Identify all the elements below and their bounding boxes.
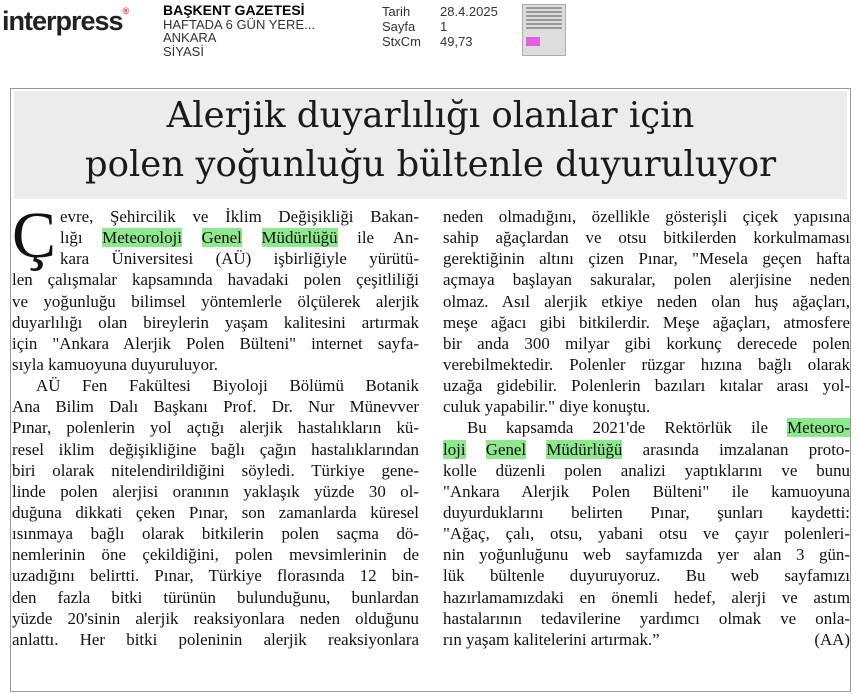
highlight: Müdürlüğü xyxy=(546,439,623,459)
text-line: lığı Meteoroloji Genel Müdürlüğü ile An- xyxy=(60,228,419,248)
interpress-logo: interpress® xyxy=(2,6,129,36)
clipping-header xyxy=(0,0,858,78)
publication-name: BAŞKENT GAZETESİ xyxy=(163,2,305,18)
text-line: uzağa gidebilir. Polenlerin bazıları kıtalar arası yol- xyxy=(443,376,850,396)
news-agency-source: (AA) xyxy=(814,629,850,649)
publication-frequency: HAFTADA 6 GÜN YERE... xyxy=(163,16,315,32)
text-line: duyarlılığı olan bireylerin yaşam kalitesini artırmak xyxy=(12,312,419,332)
text-line: kolle düzenli polen analizi yaptıklarını ve bunu xyxy=(443,460,850,480)
publication-info xyxy=(163,4,315,58)
text-line: evre, Şehircilik ve İklim Değişikliği Bakan- xyxy=(60,207,419,226)
highlight: Meteoroloji xyxy=(102,228,182,248)
text-line: "Ağaç, çalı, otsu, yabani otsu ve çayır polenleri- xyxy=(443,524,850,544)
highlight: Genel xyxy=(485,439,527,459)
text-line: kara Üniversitesi (AÜ) işbirliğiyle yürütü- xyxy=(60,249,419,269)
article-headline xyxy=(14,91,847,199)
text-line: resel iklim değişikliğine bağlı çağın hastalıklarından xyxy=(12,439,419,459)
text-line: loji Genel Müdürlüğü arasında imzalanan proto- xyxy=(443,439,850,459)
text-line: Pınar, polenlerin yol açtığı alerjik hastalıkların kü- xyxy=(12,418,419,438)
text-line: açmaya başlayan sakuralar, polen alerjisine neden xyxy=(443,270,850,290)
text-line: sıyla kamuoyuna duyuruluyor. xyxy=(12,354,218,374)
text-line: duyurduklarını belirten Pınar, şunları kaydetti: xyxy=(443,502,850,522)
text-line: lük bültenle duyuruyoruz. Bu web sayfamızı xyxy=(443,566,850,586)
text-line: nemlerinin öne çekildiğini, polen mevsimlerinin de xyxy=(12,545,419,565)
text-line: hazırlamamızdaki en önemli hedef, alerji ve astım xyxy=(443,587,850,607)
text-line: biri olarak nitelendirildiğini söyledi. Türkiye gene- xyxy=(12,460,419,480)
article-column-1 xyxy=(12,199,419,650)
text-line: neden olmadığını, özellikle gösterişli çiçek yapısına xyxy=(443,207,850,226)
text-line: olmaz. Asıl alerjik etkiye neden olan huş ağaçları, xyxy=(443,291,850,311)
publication-city: ANKARA xyxy=(163,30,217,45)
highlight: Genel xyxy=(201,228,242,248)
text-line: meşe ağacı gibi bitkilerdir. Meşe ağaçları, atmosfere xyxy=(443,312,850,332)
text-line: "Ankara Alerjik Polen Bülteni" ile kamuoyuna xyxy=(443,481,850,501)
text-line: linde polen alerjisi oranının yaklaşık yüzde 30 ol- xyxy=(12,481,419,501)
meta-date: Tarih 28.4.2025 xyxy=(382,4,498,19)
text-line: hastalarının tedavilerine yardımcı olmak ve onla- xyxy=(443,608,850,628)
text-line: den fazla bitki türünün bulunduğunu, bunlardan xyxy=(12,587,419,607)
drop-cap: Ç xyxy=(12,199,57,272)
text-line: AÜ Fen Fakültesi Biyoloji Bölümü Botanik xyxy=(36,376,419,396)
meta-page: Sayfa 1 xyxy=(382,19,448,34)
page-thumbnail[interactable] xyxy=(522,4,566,56)
text-line: duğuna dikkati çeken Pınar, son zamanlarda küresel xyxy=(12,502,419,522)
text-line: sahip ağaçlardan ve otsu bitkilerden korkulmaması xyxy=(443,228,850,248)
highlight: loji xyxy=(443,439,466,459)
text-line: bir anda 300 milyar gibi korkunç derecede polen xyxy=(443,333,850,353)
headline-line-2: polen yoğunluğu bültenle duyuruluyor xyxy=(84,144,777,185)
text-line: ısınmaya bağlı olarak bitkilerin polen saçma dö- xyxy=(12,524,419,544)
text-line: ve yoğunluğu bilimsel yöntemlerle ölçülerek alerjik xyxy=(12,291,419,311)
text-line: len çalışmalar kapsamında havadaki polen çeşitliliği xyxy=(12,270,419,290)
meta-stxcm: StxCm 49,73 xyxy=(382,34,473,49)
text-line: yüzde 20'sinin alerjik reaksiyonlara neden olduğunu xyxy=(12,608,419,628)
highlight: Meteoro- xyxy=(787,418,850,438)
highlight: Müdürlüğü xyxy=(261,228,338,248)
text-line: uzadığını belirtti. Pınar, Türkiye florasında 12 bin- xyxy=(12,566,419,586)
text-line: culuk yapabilir." diye konuştu. xyxy=(443,397,651,417)
text-line: verebilmektedir. Polenler rüzgar hızına bağlı olarak xyxy=(443,354,850,374)
publication-category: SİYASİ xyxy=(163,43,204,59)
thumbnail-article-marker xyxy=(526,37,540,46)
article-column-2 xyxy=(443,206,850,650)
text-line: Bu kapsamda 2021'de Rektörlük ile Meteoro- xyxy=(467,418,850,438)
text-line: gerektiğinin altını çizen Pınar, "Mesela geçen hafta xyxy=(443,249,850,269)
text-line: için "Ankara Alerjik Polen Bülteni" internet sayfa- xyxy=(12,333,419,353)
clipping-meta xyxy=(382,4,498,49)
headline-line-1: Alerjik duyarlılığı olanlar için xyxy=(166,95,695,136)
text-line: Ana Bilim Dalı Başkanı Prof. Dr. Nur Münevver xyxy=(12,397,419,417)
text-line: nin yoğunluğunu web sayfamızda yer alan 3 gün- xyxy=(443,545,850,565)
text-line: anlattı. Her bitki poleninin alerjik reaksiyonlara xyxy=(12,629,419,649)
text-line: rın yaşam kalitelerini artırmak.” (AA) xyxy=(443,629,850,649)
